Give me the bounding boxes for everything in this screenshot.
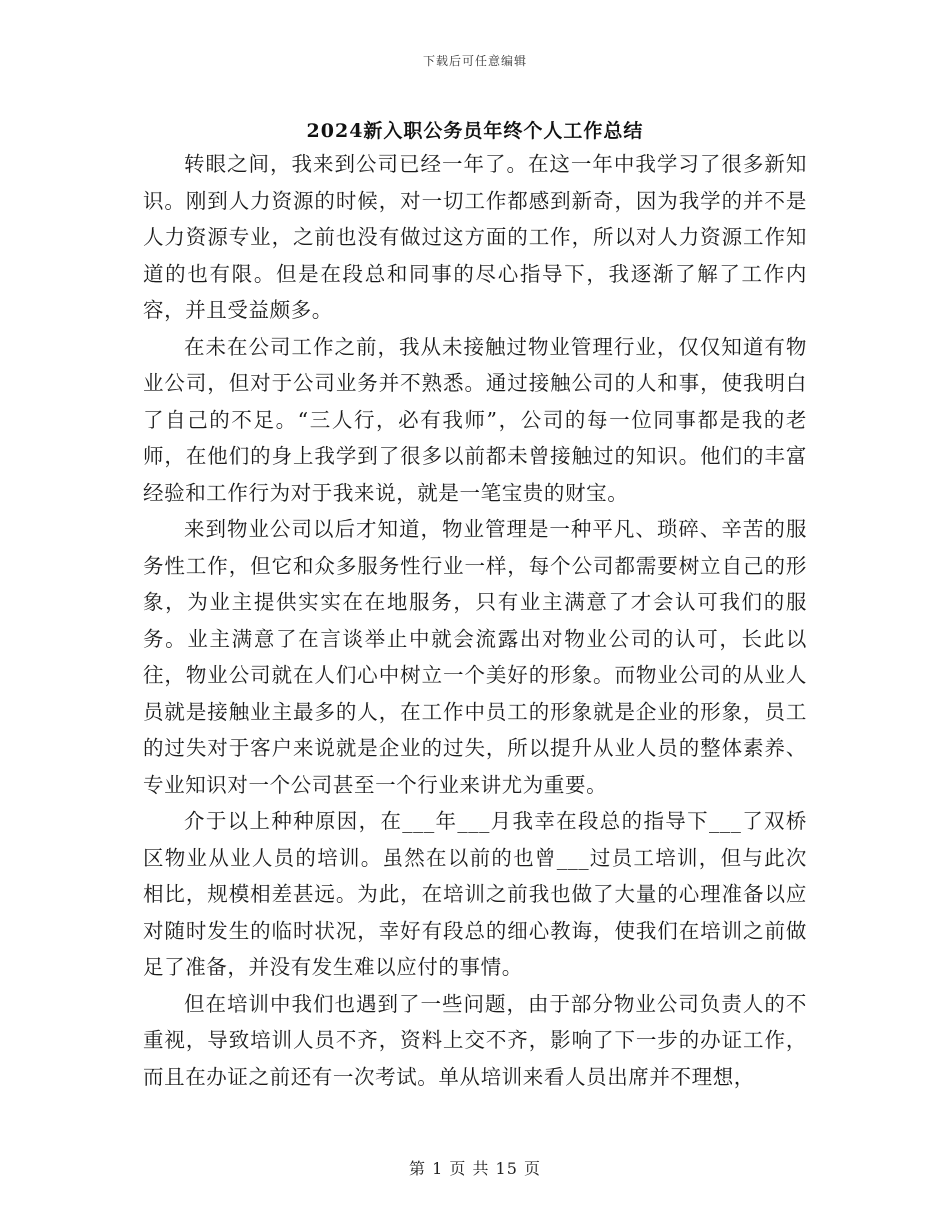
page-header-note: 下载后可任意编辑 xyxy=(422,54,527,68)
document-body xyxy=(143,146,807,1095)
paragraph-1: 转眼之间，我来到公司已经一年了。在这一年中我学习了很多新知识。刚到人力资源的时候，对一切工作都感到新奇，因为我学的并不是人力资源专业，之前也没有做过这方面的工作，所以对人力资源工作知道的也有限。但是在段总和同事的尽心指导下，我逐渐了解了工作内容，并且受益颇多。 xyxy=(143,152,807,322)
page-number: 第 1 页 共 15 页 xyxy=(409,1159,541,1178)
paragraph-4: 介于以上种种原因，在___年___月我幸在段总的指导下___了双桥区物业从业人员的培训。虽然在以前的也曾___过员工培训，但与此次相比，规模相差甚远。为此，在培训之前我也做了大量的心理准备以应对随时发生的临时状况，幸好有段总的细心教诲，使我们在培训之前做足了准备，并没有发生难以应付的事情。 xyxy=(143,809,807,979)
paragraph-3: 来到物业公司以后才知道，物业管理是一种平凡、琐碎、辛苦的服务性工作，但它和众多服务性行业一样，每个公司都需要树立自己的形象，为业主提供实实在在地服务，只有业主满意了才会认可我们的服务。业主满意了在言谈举止中就会流露出对物业公司的认可，长此以往，物业公司就在人们心中树立一个美好的形象。而物业公司的从业人员就是接触业主最多的人，在工作中员工的形象就是企业的形象，员工的过失对于客户来说就是企业的过失，所以提升从业人员的整体素养、专业知识对一个公司甚至一个行业来讲尤为重要。 xyxy=(143,517,807,797)
paragraph-5: 但在培训中我们也遇到了一些问题，由于部分物业公司负责人的不重视，导致培训人员不齐，资料上交不齐，影响了下一步的办证工作，而且在办证之前还有一次考试。单从培训来看人员出席并不理想， xyxy=(143,991,807,1089)
paragraph-2: 在未在公司工作之前，我从未接触过物业管理行业，仅仅知道有物业公司，但对于公司业务并不熟悉。通过接触公司的人和事，使我明白了自己的不足。“三人行，必有我师”，公司的每一位同事都是我的老师，在他们的身上我学到了很多以前都未曾接触过的知识。他们的丰富经验和工作行为对于我来说，就是一笔宝贵的财宝。 xyxy=(143,334,807,505)
document-title: 2024新入职公务员年终个人工作总结 xyxy=(306,120,644,142)
